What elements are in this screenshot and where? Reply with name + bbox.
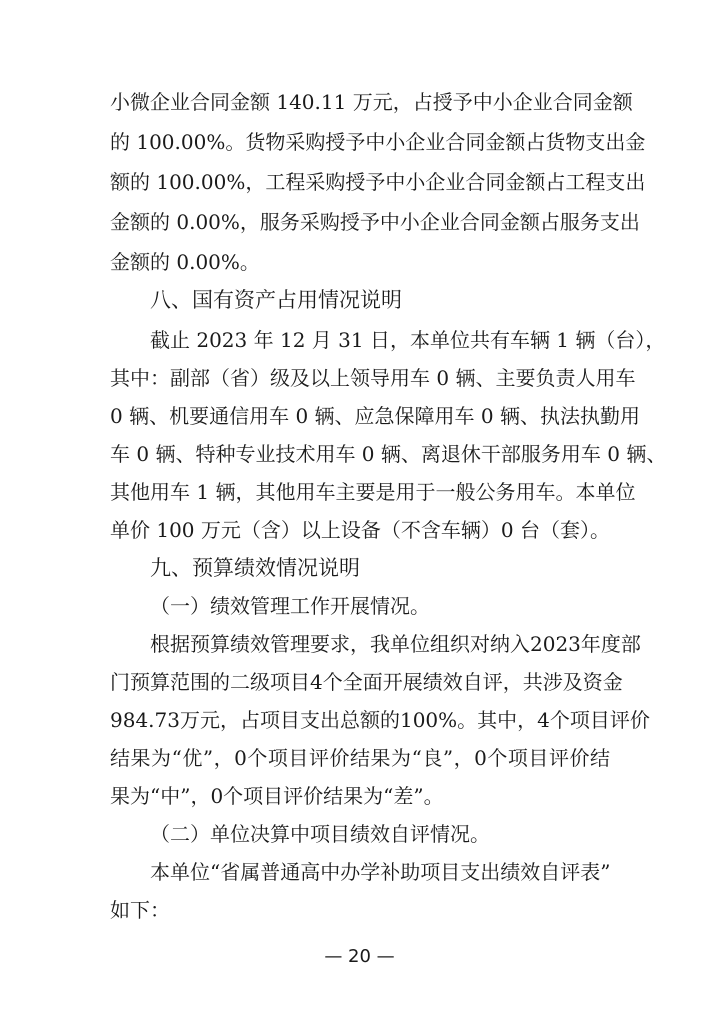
- paragraph-line: 984.73万元，占项目支出总额的100%。其中，4个项目评价: [110, 708, 650, 732]
- paragraph-line: 门预算范围的二级项目4个全面开展绩效自评，共涉及资金: [110, 670, 623, 694]
- paragraph-line: 其他用车 1 辆，其他用车主要是用于一般公务用车。本单位: [110, 480, 636, 504]
- section-heading-performance: 九、预算绩效情况说明: [150, 556, 360, 580]
- paragraph-line: 单价 100 万元（含）以上设备（不含车辆）0 台（套）。: [110, 518, 610, 542]
- paragraph-line: 果为“中”，0个项目评价结果为“差”。: [110, 784, 444, 808]
- paragraph-line: 金额的 0.00%。: [110, 250, 260, 274]
- paragraph-line: 根据预算绩效管理要求，我单位组织对纳入2023年度部: [150, 632, 641, 656]
- paragraph-line: 小微企业合同金额 140.11 万元，占授予中小企业合同金额: [110, 90, 633, 114]
- paragraph-line: 额的 100.00%，工程采购授予中小企业合同金额占工程支出: [110, 170, 646, 194]
- paragraph-line: 的 100.00%。货物采购授予中小企业合同金额占货物支出金: [110, 130, 646, 154]
- paragraph-line: 0 辆、机要通信用车 0 辆、应急保障用车 0 辆、执法执勤用: [110, 404, 640, 428]
- paragraph-line: 结果为“优”，0个项目评价结果为“良”，0个项目评价结: [110, 746, 610, 770]
- section-heading-assets: 八、国有资产占用情况说明: [150, 288, 402, 312]
- paragraph-line: 其中：副部（省）级及以上领导用车 0 辆、主要负责人用车: [110, 366, 636, 390]
- subsection-heading: （一）绩效管理工作开展情况。: [150, 594, 430, 618]
- page-number: — 20 —: [324, 946, 395, 967]
- paragraph-line: 金额的 0.00%，服务采购授予中小企业合同金额占服务支出: [110, 210, 640, 234]
- paragraph-line: 截止 2023 年 12 月 31 日，本单位共有车辆 1 辆（台），: [150, 328, 666, 352]
- paragraph-line: 车 0 辆、特种专业技术用车 0 辆、离退休干部服务用车 0 辆、: [110, 442, 667, 466]
- paragraph-line: 本单位“省属普通高中办学补助项目支出绩效自评表”: [150, 860, 611, 884]
- subsection-heading: （二）单位决算中项目绩效自评情况。: [150, 822, 490, 846]
- paragraph-line: 如下：: [110, 898, 170, 922]
